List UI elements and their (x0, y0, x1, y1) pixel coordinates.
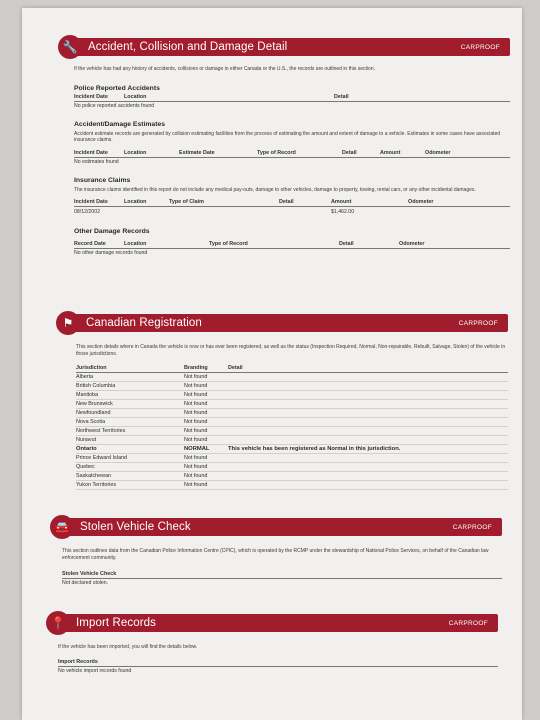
jurisdiction-table-header (76, 365, 508, 373)
other-table-header (74, 241, 510, 249)
estimates-heading: Accident/Damage Estimates (74, 120, 166, 128)
jurisdiction-name: British Columbia (76, 383, 116, 389)
accident-section (60, 38, 510, 256)
other-note: No other damage records found (74, 250, 148, 256)
jurisdiction-branding: Not found (184, 392, 208, 398)
col-incident-date: Incident Date (74, 199, 108, 205)
jurisdiction-row (76, 373, 508, 382)
jurisdiction-row (76, 436, 508, 445)
canadian-intro: This section details where in Canada the vehicle is now or has ever been registered, as well as the status (Inspection Required, Normal, Non-repairable, Rebuilt, Salvage, Stolen) of the vehicle in those jurisdictions. (76, 344, 506, 357)
col-record-date: Record Date (74, 241, 106, 247)
col-amount: Amount (331, 199, 352, 205)
jurisdiction-branding: Not found (184, 482, 208, 488)
col-odometer: Odometer (425, 149, 451, 156)
import-section (48, 614, 498, 674)
jurisdiction-row (76, 454, 508, 463)
jurisdiction-branding: Not found (184, 428, 208, 434)
jurisdiction-name: Nova Scotia (76, 419, 106, 425)
jurisdiction-branding: Not found (184, 437, 208, 443)
claims-heading: Insurance Claims (74, 176, 131, 184)
col-location: Location (124, 199, 147, 205)
import-banner (48, 614, 498, 632)
stolen-label (62, 571, 502, 579)
accident-intro: If the vehicle has had any history of accidents, collisions or damage in either Canada or the U.S., the records are outlined in this section. (74, 66, 375, 72)
col-detail: Detail (339, 241, 354, 247)
pin-icon: 📍 (46, 611, 70, 635)
col-jurisdiction: Jurisdiction (76, 365, 107, 371)
jurisdiction-row (76, 472, 508, 481)
stolen-label-text: Stolen Vehicle Check (62, 571, 117, 577)
estimates-text: Accident estimate records are generated by collision estimating facilities from the process of estimating the amount and extent of damage to a vehicle. Estimates in some cases have associated insurance claims. (74, 130, 501, 143)
wrench-icon: 🔧 (58, 35, 82, 59)
accident-banner (60, 38, 510, 56)
col-incident-date: Incident Date (74, 93, 108, 100)
estimates-note: No estimates found (74, 158, 119, 165)
canadian-banner (58, 314, 508, 332)
jurisdiction-row (76, 400, 508, 409)
jurisdiction-row (76, 481, 508, 490)
import-value: No vehicle import records found (58, 667, 132, 674)
carproof-logo: CARPROOF (452, 523, 492, 531)
police-note: No police reported accidents found (74, 102, 155, 109)
stolen-value: Not declared stolen. (62, 580, 109, 586)
police-heading: Police Reported Accidents (74, 84, 160, 92)
canadian-title: Canadian Registration (86, 317, 202, 329)
jurisdiction-branding: Not found (184, 455, 208, 461)
col-detail: Detail (342, 149, 357, 156)
jurisdiction-detail: This vehicle has been registered as Normal in this jurisdiction. (228, 446, 401, 452)
stolen-banner (52, 518, 502, 536)
col-type-of-claim: Type of Claim (169, 199, 204, 205)
jurisdiction-row (76, 427, 508, 436)
col-location: Location (124, 93, 147, 100)
col-odometer: Odometer (399, 241, 425, 247)
estimates-table-header (74, 150, 510, 158)
import-label-text: Import Records (58, 658, 98, 665)
col-incident-date: Incident Date (74, 149, 108, 156)
jurisdiction-table-body (76, 373, 508, 490)
jurisdiction-row (76, 445, 508, 454)
jurisdiction-name: Saskatchewan (76, 473, 112, 479)
jurisdiction-name: Northwest Territories (76, 428, 126, 434)
jurisdiction-name: Quebec (76, 464, 95, 470)
stolen-intro: This section outlines data from the Canadian Police Information Centre (CPIC), which is operated by the RCMP under the stewardship of National Police Services, on behalf of the Canadian law enforcement community. (62, 548, 489, 561)
col-type-of-record: Type of Record (257, 149, 296, 156)
claims-row (74, 207, 510, 216)
col-branding: Branding (184, 365, 208, 371)
jurisdiction-branding: Not found (184, 374, 208, 380)
jurisdiction-name: Alberta (76, 374, 94, 380)
canadian-section (58, 314, 508, 490)
jurisdiction-name: Yukon Territories (76, 482, 117, 488)
col-location: Location (124, 241, 147, 247)
jurisdiction-branding: Not found (184, 383, 208, 389)
jurisdiction-name: Prince Edward Island (76, 455, 127, 461)
report-page (22, 8, 522, 720)
jurisdiction-branding: NORMAL (184, 446, 210, 452)
claims-text: The insurance claims identified in this report do not include any medical pay-outs, damage to other vehicles, damage to property, towing, rental cars, or any other incidental damages. (74, 186, 476, 193)
jurisdiction-name: Ontario (76, 446, 97, 452)
jurisdiction-name: Manitoba (76, 392, 99, 398)
stolen-section (52, 518, 502, 586)
col-type-of-record: Type of Record (209, 241, 248, 247)
jurisdiction-branding: Not found (184, 410, 208, 416)
carproof-logo: CARPROOF (448, 619, 488, 627)
col-detail: Detail (334, 93, 349, 100)
col-detail: Detail (279, 199, 294, 205)
import-intro: If the vehicle has been imported, you will find the details below. (58, 644, 198, 650)
police-table-header (74, 94, 510, 102)
stolen-title: Stolen Vehicle Check (80, 521, 191, 533)
accident-title: Accident, Collision and Damage Detail (88, 41, 288, 53)
jurisdiction-branding: Not found (184, 401, 208, 407)
jurisdiction-row (76, 382, 508, 391)
carproof-logo: CARPROOF (458, 319, 498, 327)
claims-table-header (74, 199, 510, 207)
col-amount: Amount (380, 149, 401, 156)
col-detail: Detail (228, 365, 243, 371)
col-location: Location (124, 149, 147, 156)
flag-icon: ⚑ (56, 311, 80, 335)
jurisdiction-name: New Brunswick (76, 401, 113, 407)
carproof-logo: CARPROOF (460, 43, 500, 51)
claim-date: 08/12/2002 (74, 208, 100, 215)
jurisdiction-name: Nunavut (76, 437, 97, 443)
jurisdiction-branding: Not found (184, 473, 208, 479)
import-label (58, 659, 498, 667)
jurisdiction-row (76, 409, 508, 418)
col-estimate-date: Estimate Date (179, 149, 215, 156)
jurisdiction-row (76, 418, 508, 427)
jurisdiction-branding: Not found (184, 464, 208, 470)
jurisdiction-row (76, 463, 508, 472)
jurisdiction-name: Newfoundland (76, 410, 111, 416)
other-heading: Other Damage Records (74, 228, 150, 235)
jurisdiction-row (76, 391, 508, 400)
import-title: Import Records (76, 617, 157, 629)
car-icon: 🚘 (50, 515, 74, 539)
col-odometer: Odometer (408, 199, 434, 205)
jurisdiction-branding: Not found (184, 419, 208, 425)
claim-amount: $1,462.00 (331, 208, 355, 215)
